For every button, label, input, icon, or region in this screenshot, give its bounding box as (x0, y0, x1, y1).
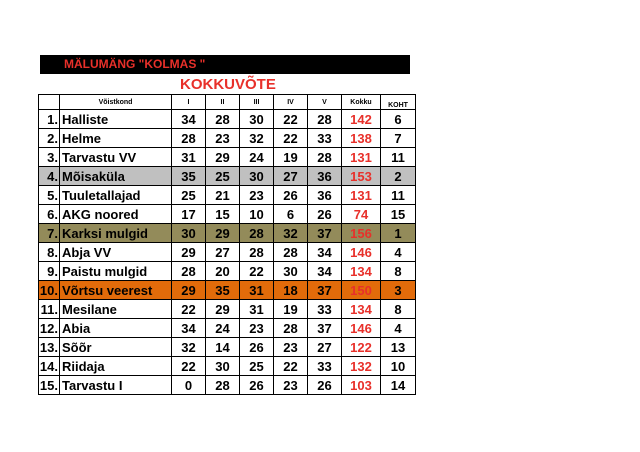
table-row (39, 224, 416, 243)
round-4-score: 23 (274, 376, 308, 395)
total-score: 134 (342, 300, 381, 319)
round-3-score: 22 (240, 262, 274, 281)
table-row (39, 167, 416, 186)
round-5-score: 37 (308, 281, 342, 300)
round-4-score: 28 (274, 243, 308, 262)
round-4-score: 27 (274, 167, 308, 186)
team-name: Riidaja (60, 357, 172, 376)
round-3-score: 31 (240, 300, 274, 319)
place: 3 (381, 281, 416, 300)
round-4-score: 26 (274, 186, 308, 205)
round-1-score: 32 (172, 338, 206, 357)
row-rank: 9. (39, 262, 60, 281)
place: 6 (381, 110, 416, 129)
round-5-score: 33 (308, 129, 342, 148)
summary-title: KOKKUVÕTE (180, 76, 276, 93)
total-score: 103 (342, 376, 381, 395)
total-score: 156 (342, 224, 381, 243)
total-score: 122 (342, 338, 381, 357)
place: 8 (381, 262, 416, 281)
round-2-score: 20 (206, 262, 240, 281)
results-table (38, 94, 416, 395)
round-4-score: 6 (274, 205, 308, 224)
team-name: Sõõr (60, 338, 172, 357)
round-1-score: 28 (172, 262, 206, 281)
round-4-score: 30 (274, 262, 308, 281)
row-rank: 7. (39, 224, 60, 243)
round-2-score: 27 (206, 243, 240, 262)
round-5-score: 34 (308, 262, 342, 281)
round-2-score: 21 (206, 186, 240, 205)
team-name: Karksi mulgid (60, 224, 172, 243)
team-name: Abia (60, 319, 172, 338)
header-round-4: IV (274, 95, 308, 110)
round-4-score: 22 (274, 129, 308, 148)
place: 10 (381, 357, 416, 376)
header-row (39, 95, 416, 110)
round-5-score: 26 (308, 205, 342, 224)
round-5-score: 27 (308, 338, 342, 357)
row-rank: 2. (39, 129, 60, 148)
team-name: Mõisaküla (60, 167, 172, 186)
team-name: Võrtsu veerest (60, 281, 172, 300)
round-5-score: 36 (308, 167, 342, 186)
place: 15 (381, 205, 416, 224)
place: 7 (381, 129, 416, 148)
header-round-1: I (172, 95, 206, 110)
table-row (39, 110, 416, 129)
table-row (39, 281, 416, 300)
row-rank: 8. (39, 243, 60, 262)
round-1-score: 29 (172, 281, 206, 300)
place: 11 (381, 148, 416, 167)
round-3-score: 24 (240, 148, 274, 167)
round-1-score: 30 (172, 224, 206, 243)
quiz-title: MÄLUMÄNG "KOLMAS " (64, 57, 206, 71)
total-score: 131 (342, 186, 381, 205)
round-5-score: 37 (308, 319, 342, 338)
row-rank: 3. (39, 148, 60, 167)
round-1-score: 34 (172, 319, 206, 338)
team-name: Tarvastu I (60, 376, 172, 395)
table-row (39, 357, 416, 376)
round-5-score: 28 (308, 110, 342, 129)
place: 11 (381, 186, 416, 205)
row-rank: 6. (39, 205, 60, 224)
round-4-score: 18 (274, 281, 308, 300)
team-name: Tarvastu VV (60, 148, 172, 167)
table-row (39, 262, 416, 281)
row-rank: 10. (39, 282, 58, 298)
round-2-score: 14 (206, 338, 240, 357)
place: 4 (381, 319, 416, 338)
table-row (39, 376, 416, 395)
banner (40, 55, 410, 74)
round-5-score: 34 (308, 243, 342, 262)
round-1-score: 22 (172, 300, 206, 319)
round-4-score: 22 (274, 110, 308, 129)
round-2-score: 29 (206, 224, 240, 243)
round-5-score: 26 (308, 376, 342, 395)
team-name: AKG noored (60, 205, 172, 224)
total-score: 153 (342, 167, 381, 186)
round-2-score: 30 (206, 357, 240, 376)
round-3-score: 28 (240, 224, 274, 243)
place: 14 (381, 376, 416, 395)
round-5-score: 28 (308, 148, 342, 167)
team-name: Mesilane (60, 300, 172, 319)
round-3-score: 10 (240, 205, 274, 224)
row-rank: 15. (39, 377, 58, 393)
round-2-score: 29 (206, 300, 240, 319)
round-3-score: 28 (240, 243, 274, 262)
total-score: 146 (342, 319, 381, 338)
place: 1 (381, 224, 416, 243)
total-score: 134 (342, 262, 381, 281)
round-3-score: 23 (240, 186, 274, 205)
round-4-score: 22 (274, 357, 308, 376)
round-3-score: 23 (240, 319, 274, 338)
header-rank (39, 95, 60, 110)
total-score: 142 (342, 110, 381, 129)
row-rank: 4. (39, 167, 60, 186)
round-1-score: 0 (172, 376, 206, 395)
place: 8 (381, 300, 416, 319)
round-4-score: 19 (274, 300, 308, 319)
round-1-score: 35 (172, 167, 206, 186)
row-rank: 11. (39, 300, 60, 319)
total-score: 150 (342, 281, 381, 300)
round-2-score: 28 (206, 376, 240, 395)
row-rank: 12. (39, 320, 58, 336)
team-name: Abja VV (60, 243, 172, 262)
round-4-score: 28 (274, 319, 308, 338)
round-1-score: 28 (172, 129, 206, 148)
header-round-5: V (308, 95, 342, 110)
round-1-score: 22 (172, 357, 206, 376)
row-rank: 13. (39, 339, 58, 355)
round-2-score: 23 (206, 129, 240, 148)
round-3-score: 32 (240, 129, 274, 148)
round-2-score: 28 (206, 110, 240, 129)
team-name: Helme (60, 129, 172, 148)
header-total: Kokku (342, 95, 381, 110)
team-name: Halliste (60, 110, 172, 129)
table-row (39, 300, 416, 319)
round-1-score: 25 (172, 186, 206, 205)
place: 4 (381, 243, 416, 262)
total-score: 138 (342, 129, 381, 148)
place: 2 (381, 167, 416, 186)
table-row (39, 243, 416, 262)
row-rank: 14. (39, 358, 58, 374)
round-5-score: 33 (308, 357, 342, 376)
round-2-score: 35 (206, 281, 240, 300)
table-row (39, 186, 416, 205)
header-round-2: II (206, 95, 240, 110)
round-5-score: 36 (308, 186, 342, 205)
round-2-score: 15 (206, 205, 240, 224)
header-round-3: III (240, 95, 274, 110)
round-3-score: 30 (240, 167, 274, 186)
round-5-score: 33 (308, 300, 342, 319)
round-1-score: 34 (172, 110, 206, 129)
round-2-score: 25 (206, 167, 240, 186)
header-team: Võistkond (60, 95, 172, 110)
round-2-score: 29 (206, 148, 240, 167)
table-row (39, 148, 416, 167)
round-1-score: 29 (172, 243, 206, 262)
round-3-score: 30 (240, 110, 274, 129)
round-3-score: 25 (240, 357, 274, 376)
round-3-score: 26 (240, 376, 274, 395)
round-4-score: 19 (274, 148, 308, 167)
total-score: 132 (342, 357, 381, 376)
row-rank: 1. (39, 110, 60, 129)
total-score: 131 (342, 148, 381, 167)
table-row (39, 338, 416, 357)
total-score: 74 (342, 205, 381, 224)
round-5-score: 37 (308, 224, 342, 243)
total-score: 146 (342, 243, 381, 262)
table-row (39, 205, 416, 224)
round-1-score: 17 (172, 205, 206, 224)
row-rank: 5. (39, 186, 60, 205)
team-name: Paistu mulgid (60, 262, 172, 281)
team-name: Tuuletallajad (60, 186, 172, 205)
table-row (39, 129, 416, 148)
place: 13 (381, 338, 416, 357)
round-4-score: 23 (274, 338, 308, 357)
round-1-score: 31 (172, 148, 206, 167)
round-3-score: 31 (240, 281, 274, 300)
header-place: KOHT (381, 95, 416, 110)
table-row (39, 319, 416, 338)
round-4-score: 32 (274, 224, 308, 243)
round-3-score: 26 (240, 338, 274, 357)
round-2-score: 24 (206, 319, 240, 338)
